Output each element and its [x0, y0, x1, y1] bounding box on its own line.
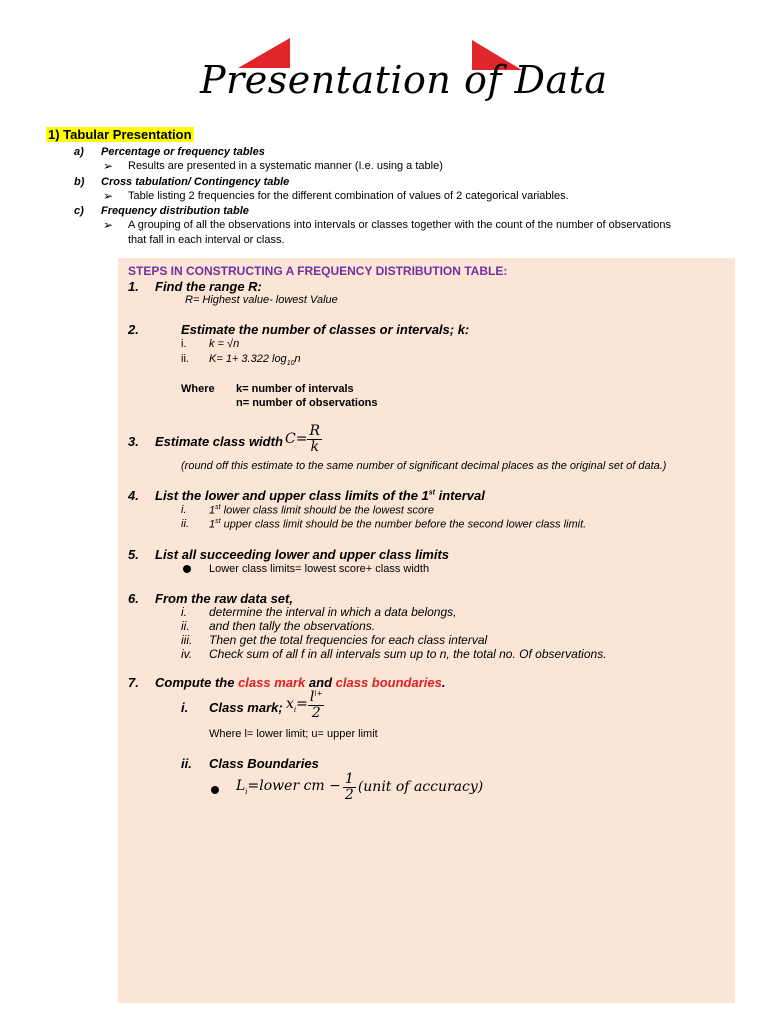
item-detail-c-line2: that fall in each interval or class. [128, 234, 285, 246]
step3-text: Estimate class width [155, 434, 283, 449]
arrow-bullet-icon: ➢ [103, 218, 114, 232]
item-label-b: Cross tabulation/ Contingency table [101, 176, 290, 188]
step2-i-text: k = √n [209, 338, 240, 350]
item-detail-c-line1: A grouping of all the observations into intervals or classes together with the count of the number of observations [128, 219, 671, 231]
step2-text: Estimate the number of classes or intervals; k: [181, 322, 470, 337]
class-mark-formula: $x_i=$ $\frac{l^{i+}}{2}$ [286, 689, 323, 721]
step6-item-text: and then tally the observations. [209, 619, 376, 633]
step7-i-text: Class mark; [209, 700, 283, 715]
where-n: n= number of observations [236, 397, 378, 409]
bullet-dot-icon [183, 565, 191, 573]
step2-ii-text: K= 1+ 3.322 $\log_{10}n$ [209, 353, 301, 368]
class-boundary-formula: $L_i=lower$ cm − $\frac{1}{2}$ (unit of accuracy) [236, 771, 484, 803]
step7-ii-text: Class Boundaries [209, 756, 319, 771]
step7-ii-marker: ii. [181, 756, 192, 771]
item-label-c: Frequency distribution table [101, 205, 249, 217]
step6-item-marker: iii. [181, 633, 193, 647]
step6-number: 6. [128, 591, 139, 606]
step4-number: 4. [128, 488, 139, 503]
step6-item-marker: ii. [181, 619, 190, 633]
item-marker-b: b) [74, 176, 85, 188]
item-detail-a: Results are presented in a systematic manner (I.e. using a table) [128, 160, 443, 172]
step5-bullet-text: Lower class limits= lowest score+ class width [209, 563, 430, 575]
step3-note: (round off this estimate to the same number of significant decimal places as the original set of data.) [181, 460, 667, 472]
step6-item-text: determine the interval in which a data belongs, [209, 605, 457, 619]
step3-number: 3. [128, 434, 139, 449]
step5-text: List all succeeding lower and upper class limits [155, 547, 450, 562]
item-marker-a: a) [74, 146, 84, 158]
step7-i-note: Where l= lower limit; u= upper limit [209, 728, 378, 740]
step6-text: From the raw data set, [155, 591, 293, 606]
step6-item-text: Then get the total frequencies for each class interval [209, 633, 488, 647]
where-k: k= number of intervals [236, 383, 354, 395]
title-area [0, 38, 768, 118]
step1-sub: R= Highest value- lowest Value [185, 294, 338, 306]
step4-ii-marker: ii. [181, 518, 189, 530]
arrow-bullet-icon: ➢ [103, 159, 114, 173]
item-detail-b: Table listing 2 frequencies for the different combination of values of 2 categorical variables. [128, 190, 569, 202]
step7-text: Compute the class mark and class boundaries. [155, 675, 446, 690]
where-label: Where [181, 383, 215, 395]
step7-number: 7. [128, 675, 139, 690]
step1-number: 1. [128, 279, 139, 294]
step4-ii-text: 1st upper class limit should be the number before the second lower class limit. [209, 518, 587, 531]
step7-i-marker: i. [181, 700, 189, 715]
steps-heading: STEPS IN CONSTRUCTING A FREQUENCY DISTRIBUTION TABLE: [128, 264, 508, 278]
class-width-formula: C= $\frac{R}{k}$ [285, 423, 320, 455]
step4-i-marker: i. [181, 504, 187, 516]
step4-i-text: 1st lower class limit should be the lowest score [209, 504, 434, 517]
step2-number: 2. [128, 322, 139, 337]
page-title: Presentation of Data [200, 58, 608, 102]
step6-item-marker: i. [181, 605, 187, 619]
step6-item-marker: iv. [181, 647, 193, 661]
step6-item-text: Check sum of all f in all intervals sum up to n, the total no. Of observations. [209, 647, 607, 661]
item-label-a: Percentage or frequency tables [101, 146, 265, 158]
step4-text: List the lower and upper class limits of the 1st interval [155, 488, 485, 503]
section-heading: 1) Tabular Presentation [48, 127, 192, 142]
step2-ii-marker: ii. [181, 353, 189, 365]
step5-number: 5. [128, 547, 139, 562]
step1-text: Find the range R: [155, 279, 262, 294]
item-marker-c: c) [74, 205, 84, 217]
arrow-bullet-icon: ➢ [103, 189, 114, 203]
bullet-dot-icon [211, 786, 219, 794]
step2-i-marker: i. [181, 338, 187, 350]
